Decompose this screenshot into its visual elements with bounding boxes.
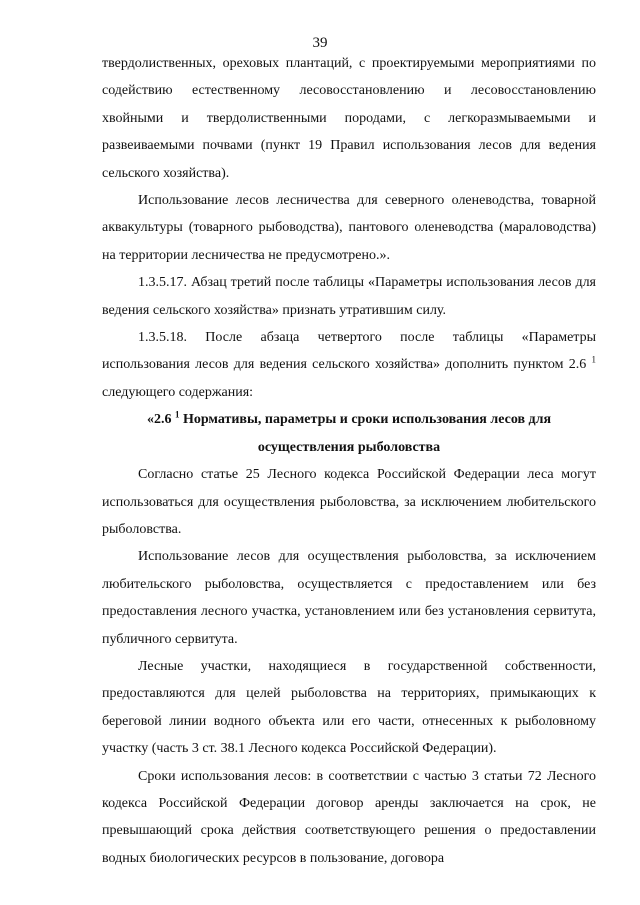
paragraph-reindeer-herding: Использование лесов лесничества для северного оленеводства, товарной аквакультуры (товарного рыбоводства), пантового оленеводства (мараловодства) на территории лесничества не предусмотрено.». — [102, 193, 596, 263]
section-heading — [102, 406, 596, 461]
page-number: 39 — [312, 35, 328, 51]
document-body — [102, 50, 596, 872]
paragraph-forest-use: Использование лесов для осуществления рыболовства, за исключением любительского рыболовства, осуществляется с предоставлением или без предоставления лесного участка, установлением или без установления сервитута, публичного сервитута. — [102, 549, 596, 647]
section-heading-number: «2.6 — [146, 412, 175, 428]
paragraph-1-3-5-18-text: 1.3.5.18. После абзаца четвертого после таблицы «Параметры использования лесов для ведения сельского хозяйства» дополнить пунктом 2.6 — [102, 330, 596, 373]
paragraph-1-3-5-18 — [102, 324, 596, 406]
paragraph-1-3-5-18-tail: следующего содержания: — [102, 384, 254, 400]
section-heading-title: Нормативы, параметры и сроки использования лесов для осуществления рыболовства — [179, 412, 552, 455]
paragraph-article-25: Согласно статье 25 Лесного кодекса Российской Федерации леса могут использоваться для осуществления рыболовства, за исключением любительского рыболовства. — [102, 467, 596, 537]
paragraph-continuation: твердолиственных, ореховых плантаций, с проектируемыми мероприятиями по содействию естественному лесовосстановлению и лесовосстановлению хвойными и твердолиственными породами, с легкоразмываемыми и развеиваемыми почвами (пункт 19 Правил использования лесов для ведения сельского хозяйства). — [102, 56, 596, 181]
paragraph-terms-of-use: Сроки использования лесов: в соответствии с частью 3 статьи 72 Лесного кодекса Российской Федерации договор аренды заключается на срок, не превышающий срока действия соответствующего решения о предоставлении водных биологических ресурсов в пользование, договора — [102, 768, 596, 866]
superscript-marker: 1 — [591, 354, 596, 365]
paragraph-1-3-5-17: 1.3.5.17. Абзац третий после таблицы «Параметры использования лесов для ведения сельского хозяйства» признать утратившим силу. — [102, 275, 596, 318]
heading-superscript: 1 — [174, 409, 180, 420]
paragraph-forest-plots: Лесные участки, находящиеся в государственной собственности, предоставляются для целей рыболовства на территориях, примыкающих к береговой линии водного объекта или его части, отнесенных к рыболовному участку (часть 3 ст. 38.1 Лесного кодекса Российской Федерации). — [102, 658, 596, 757]
